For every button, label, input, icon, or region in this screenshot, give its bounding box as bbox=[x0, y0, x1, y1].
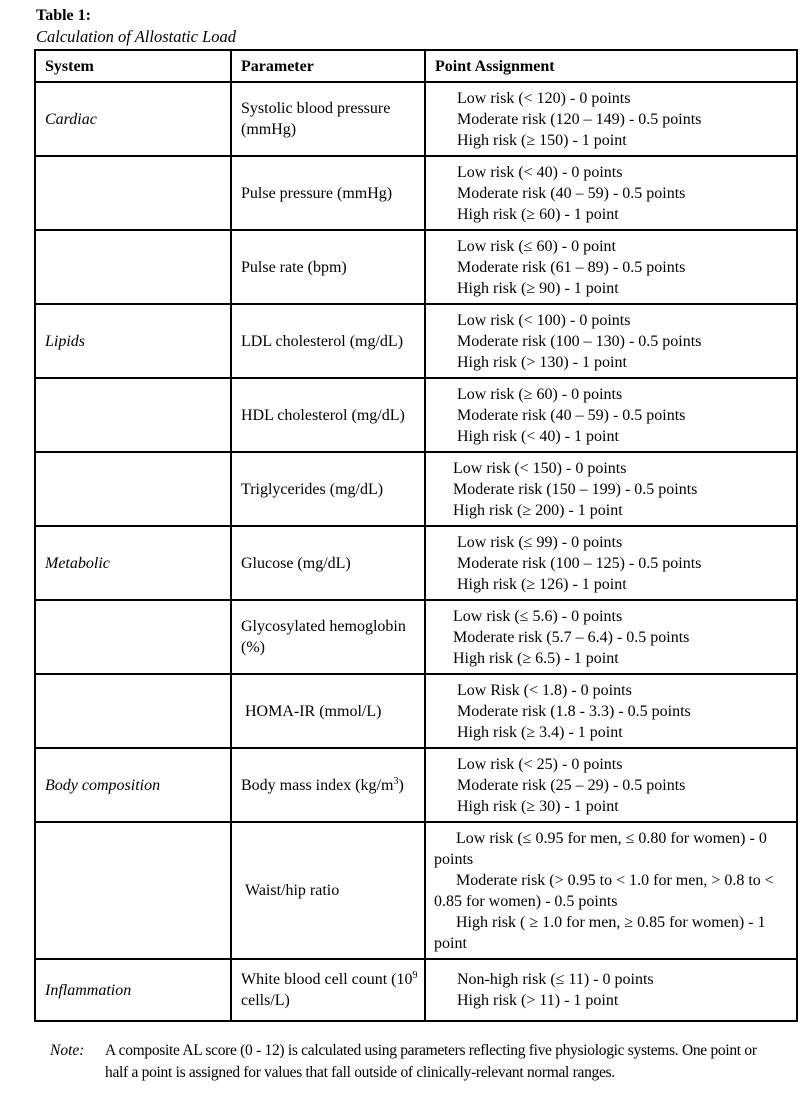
system-cell bbox=[35, 600, 231, 674]
point-line: High risk (> 130) - 1 point bbox=[457, 353, 627, 371]
point-line: Moderate risk (5.7 – 6.4) - 0.5 points bbox=[453, 628, 690, 646]
point-line: Moderate risk (> 0.95 to < 1.0 for men, > 0.8 to < 0.85 for women) - 0.5 points bbox=[434, 871, 774, 910]
system-cell: Body composition bbox=[35, 748, 231, 822]
parameter-cell: Pulse rate (bpm) bbox=[231, 230, 425, 304]
table-row bbox=[35, 748, 797, 822]
parameter-cell: HOMA-IR (mmol/L) bbox=[231, 674, 425, 748]
table-row bbox=[35, 822, 797, 959]
parameter-cell: Glycosylated hemoglobin (%) bbox=[231, 600, 425, 674]
points-cell bbox=[425, 452, 797, 526]
points-cell bbox=[425, 959, 797, 1021]
points-cell bbox=[425, 156, 797, 230]
table-note bbox=[50, 1040, 770, 1083]
point-line: High risk (> 11) - 1 point bbox=[457, 992, 619, 1009]
table-row bbox=[35, 526, 797, 600]
system-cell: Inflammation bbox=[35, 959, 231, 1021]
system-cell: Lipids bbox=[35, 304, 231, 378]
points-cell bbox=[425, 82, 797, 156]
parameter-superscript: 9 bbox=[412, 970, 418, 981]
point-line: Moderate risk (40 – 59) - 0.5 points bbox=[457, 406, 686, 424]
parameter-text: White blood cell count (10 bbox=[241, 971, 413, 988]
system-cell: Cardiac bbox=[35, 82, 231, 156]
system-cell bbox=[35, 822, 231, 959]
note-text: A composite AL score (0 - 12) is calculated using parameters reflecting five physiologic systems. One point or half a point is assigned for values that fall outside of clinically-relevant normal ranges. bbox=[105, 1042, 757, 1081]
point-line: Low risk (< 40) - 0 points bbox=[457, 163, 623, 181]
parameter-tail: ) bbox=[398, 776, 404, 794]
parameter-cell bbox=[231, 748, 425, 822]
parameter-superscript: 3 bbox=[393, 775, 399, 787]
point-line: Moderate risk (150 – 199) - 0.5 points bbox=[453, 480, 698, 498]
allostatic-load-table bbox=[34, 49, 798, 1022]
points-cell bbox=[425, 748, 797, 822]
table-row bbox=[35, 156, 797, 230]
parameter-cell: Waist/hip ratio bbox=[231, 822, 425, 959]
parameter-cell: Systolic blood pressure (mmHg) bbox=[231, 82, 425, 156]
points-cell bbox=[425, 674, 797, 748]
table-row bbox=[35, 959, 797, 1021]
points-cell bbox=[425, 526, 797, 600]
point-line: Low risk (< 120) - 0 points bbox=[457, 89, 631, 107]
point-line: High risk ( ≥ 1.0 for men, ≥ 0.85 for women) - 1 point bbox=[434, 913, 766, 952]
point-line: Low risk (≤ 60) - 0 point bbox=[457, 237, 616, 255]
point-line: Moderate risk (1.8 - 3.3) - 0.5 points bbox=[457, 702, 691, 720]
system-cell bbox=[35, 452, 231, 526]
header-parameter: Parameter bbox=[231, 50, 425, 82]
header-point-assignment: Point Assignment bbox=[425, 50, 797, 82]
parameter-cell: Triglycerides (mg/dL) bbox=[231, 452, 425, 526]
parameter-text: Body mass index (kg/m bbox=[241, 776, 394, 794]
point-line: Moderate risk (61 – 89) - 0.5 points bbox=[457, 258, 686, 276]
points-cell bbox=[425, 304, 797, 378]
table-row bbox=[35, 230, 797, 304]
point-line: Low risk (≥ 60) - 0 points bbox=[457, 385, 623, 403]
point-line: High risk (≥ 60) - 1 point bbox=[457, 205, 619, 223]
system-cell bbox=[35, 230, 231, 304]
table-row bbox=[35, 82, 797, 156]
point-line: High risk (≥ 6.5) - 1 point bbox=[453, 649, 619, 667]
table-header-row bbox=[35, 50, 797, 82]
point-line: Moderate risk (120 – 149) - 0.5 points bbox=[457, 110, 702, 128]
table-label: Table 1: bbox=[36, 7, 91, 24]
table-row bbox=[35, 304, 797, 378]
table-row bbox=[35, 600, 797, 674]
header-system: System bbox=[35, 50, 231, 82]
point-line: Moderate risk (25 – 29) - 0.5 points bbox=[457, 776, 686, 794]
parameter-cell: Pulse pressure (mmHg) bbox=[231, 156, 425, 230]
point-line: Low risk (< 25) - 0 points bbox=[457, 755, 623, 773]
point-line: Moderate risk (100 – 125) - 0.5 points bbox=[457, 554, 702, 572]
note-label: Note: bbox=[50, 1042, 85, 1059]
point-line: High risk (≥ 126) - 1 point bbox=[457, 575, 627, 593]
point-line: Low risk (< 100) - 0 points bbox=[457, 311, 631, 329]
points-cell bbox=[425, 230, 797, 304]
table-row bbox=[35, 452, 797, 526]
point-line: Low Risk (< 1.8) - 0 points bbox=[457, 681, 632, 699]
parameter-tail: cells/L) bbox=[241, 992, 290, 1009]
point-line: Moderate risk (100 – 130) - 0.5 points bbox=[457, 332, 702, 350]
system-cell bbox=[35, 674, 231, 748]
points-cell bbox=[425, 600, 797, 674]
points-cell bbox=[425, 378, 797, 452]
point-line: Low risk (≤ 99) - 0 points bbox=[457, 533, 623, 551]
point-line: High risk (≥ 200) - 1 point bbox=[453, 501, 623, 519]
point-line: High risk (< 40) - 1 point bbox=[457, 427, 619, 445]
system-cell: Metabolic bbox=[35, 526, 231, 600]
system-cell bbox=[35, 156, 231, 230]
point-line: High risk (≥ 3.4) - 1 point bbox=[457, 723, 623, 741]
parameter-cell bbox=[231, 959, 425, 1021]
point-line: High risk (≥ 30) - 1 point bbox=[457, 797, 619, 815]
point-line: Low risk (< 150) - 0 points bbox=[453, 459, 627, 477]
table-title: Calculation of Allostatic Load bbox=[36, 27, 236, 46]
table-row bbox=[35, 378, 797, 452]
point-line: Moderate risk (40 – 59) - 0.5 points bbox=[457, 184, 686, 202]
parameter-cell: Glucose (mg/dL) bbox=[231, 526, 425, 600]
points-cell bbox=[425, 822, 797, 959]
table-row bbox=[35, 674, 797, 748]
parameter-cell: LDL cholesterol (mg/dL) bbox=[231, 304, 425, 378]
point-line: Low risk (≤ 0.95 for men, ≤ 0.80 for women) - 0 points bbox=[434, 829, 767, 868]
point-line: High risk (≥ 150) - 1 point bbox=[457, 131, 627, 149]
point-line: High risk (≥ 90) - 1 point bbox=[457, 279, 619, 297]
point-line: Non-high risk (≤ 11) - 0 points bbox=[457, 971, 654, 988]
system-cell bbox=[35, 378, 231, 452]
point-line: Low risk (≤ 5.6) - 0 points bbox=[453, 607, 623, 625]
parameter-cell: HDL cholesterol (mg/dL) bbox=[231, 378, 425, 452]
